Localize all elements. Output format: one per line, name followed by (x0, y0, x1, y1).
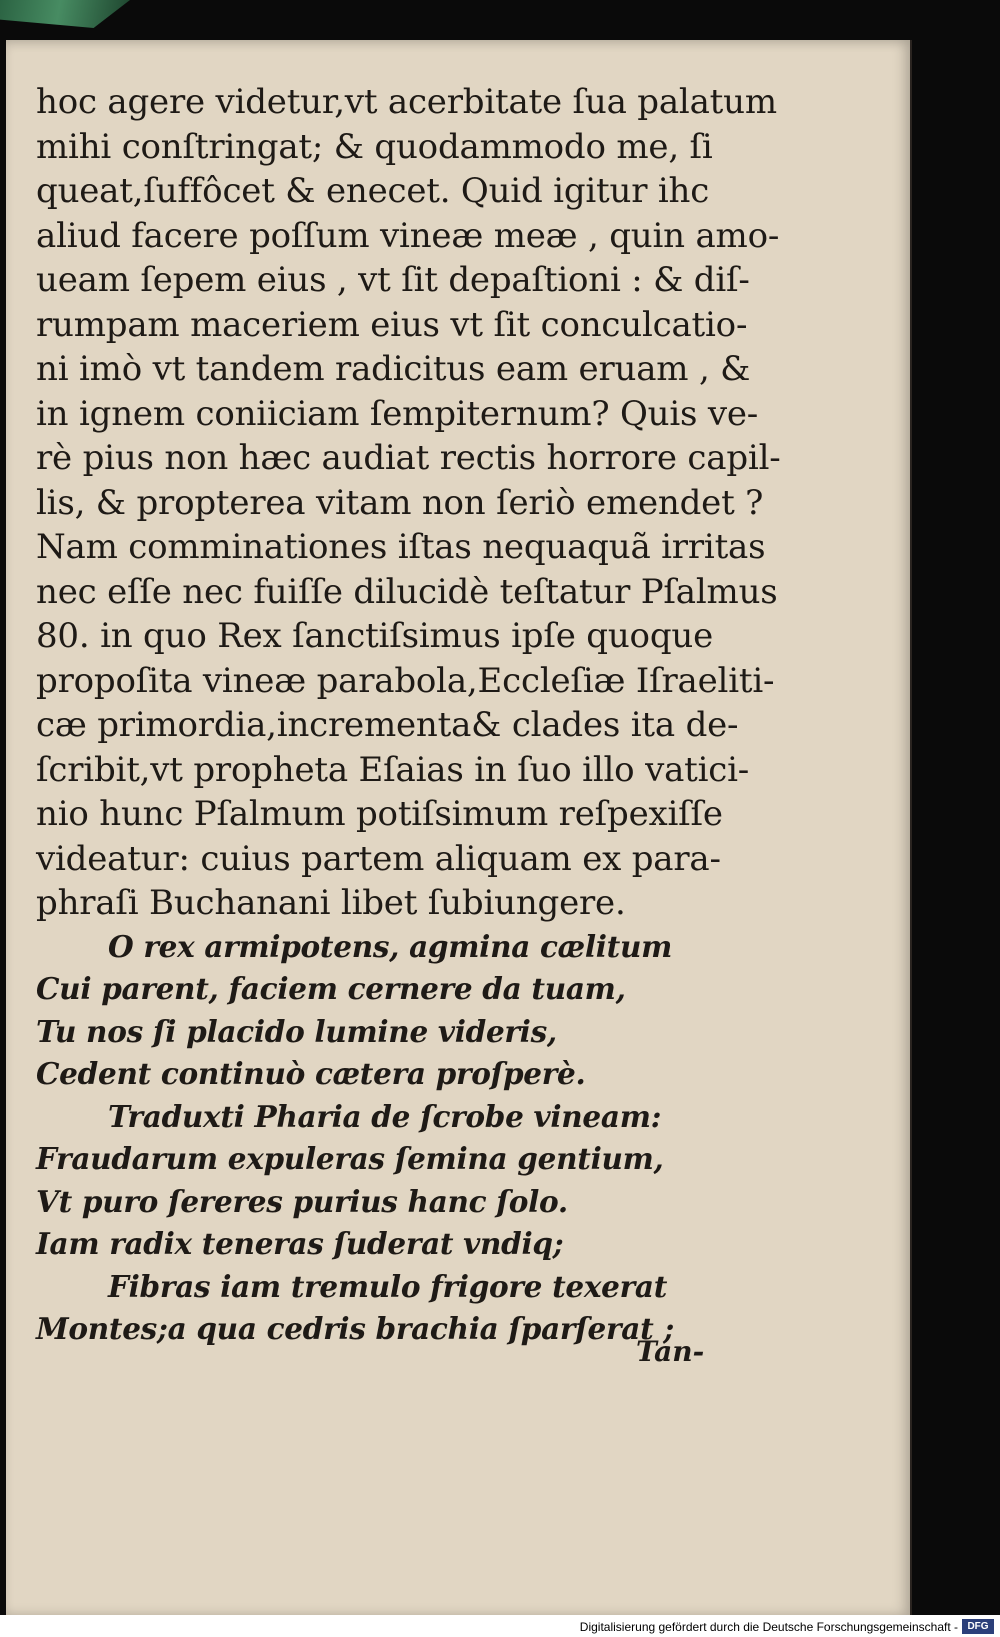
prose-line: phraſi Buchanani libet ſubiungere. (36, 883, 626, 923)
dfg-logo-icon: DFG (962, 1619, 994, 1634)
verse-line: Traduxti Pharia de ſcrobe vineam: (108, 1098, 662, 1134)
prose-line: queat,ſuffôcet & enecet. Quid igitur ihc (36, 171, 710, 211)
prose-line: mihi conſtringat; & quodammodo me, ſi (36, 126, 713, 167)
bookmark-ribbon (0, 0, 130, 28)
book-page (6, 40, 912, 1615)
prose-line: 80. in quo Rex ſanctiſsimus ipſe quoque (36, 616, 713, 656)
prose-line: rumpam maceriem eius vt ſit conculcatio- (36, 304, 748, 345)
prose-line: lis, & propterea vitam non ſeriò emendet ? (36, 482, 764, 523)
verse-line: O rex armipotens, agmina cælitum (108, 928, 673, 964)
prose-line: hoc agere videtur,vt acerbitate ſua palatum (36, 82, 777, 122)
text-block (36, 80, 781, 1351)
prose-line: ueam ſepem eius , vt ſit depaſtioni : & diſ- (36, 260, 750, 300)
prose-line: aliud facere poſſum vineæ meæ , quin amo- (36, 215, 780, 256)
prose-line: nio hunc Pſalmum potiſsimum reſpexiſſe (36, 794, 723, 834)
verse-line: Cedent continuò cætera proſperè. (36, 1056, 586, 1091)
prose-line: Nam comminationes iſtas nequaquã irritas (36, 527, 766, 567)
catchword: Tan- (636, 1335, 705, 1368)
prose-line: cæ primordia,incrementa& clades ita de- (36, 705, 739, 745)
prose-line: videatur: cuius partem aliquam ex para- (36, 838, 721, 879)
prose-line: nec eſſe nec fuiſſe dilucidè teſtatur Pſalmus (36, 571, 778, 612)
prose-line: ſcribit,vt propheta Eſaias in ſuo illo vatici- (36, 749, 750, 790)
verse-line: Iam radix teneras ſuderat vndiq; (36, 1226, 564, 1261)
prose-paragraph (36, 80, 781, 926)
funding-credit: Digitalisierung gefördert durch die Deutsche Forschungsgemeinschaft - (579, 1620, 958, 1634)
poem-verse (36, 926, 736, 1351)
verse-line: Fibras iam tremulo frigore texerat (108, 1268, 668, 1304)
prose-line: rè pius non hæc audiat rectis horrore capil- (36, 438, 781, 478)
verse-line: Fraudarum expuleras ſemina gentium, (36, 1141, 664, 1176)
verse-line: Tu nos ſi placido lumine videris, (36, 1013, 557, 1049)
prose-line: propoſita vineæ parabola,Eccleſiæ Iſraeliti- (36, 660, 775, 701)
verse-line: Montes;a qua cedris brachia ſparſerat ; (36, 1311, 674, 1346)
footer-bar (0, 1615, 1000, 1637)
verse-line: Vt puro ſereres purius hanc ſolo. (36, 1183, 568, 1219)
verse-line: Cui parent, faciem cernere da tuam, (36, 971, 626, 1006)
prose-line: in ignem coniiciam ſempiternum? Quis ve- (36, 393, 759, 434)
prose-line: ni imò vt tandem radicitus eam eruam , & (36, 349, 751, 389)
